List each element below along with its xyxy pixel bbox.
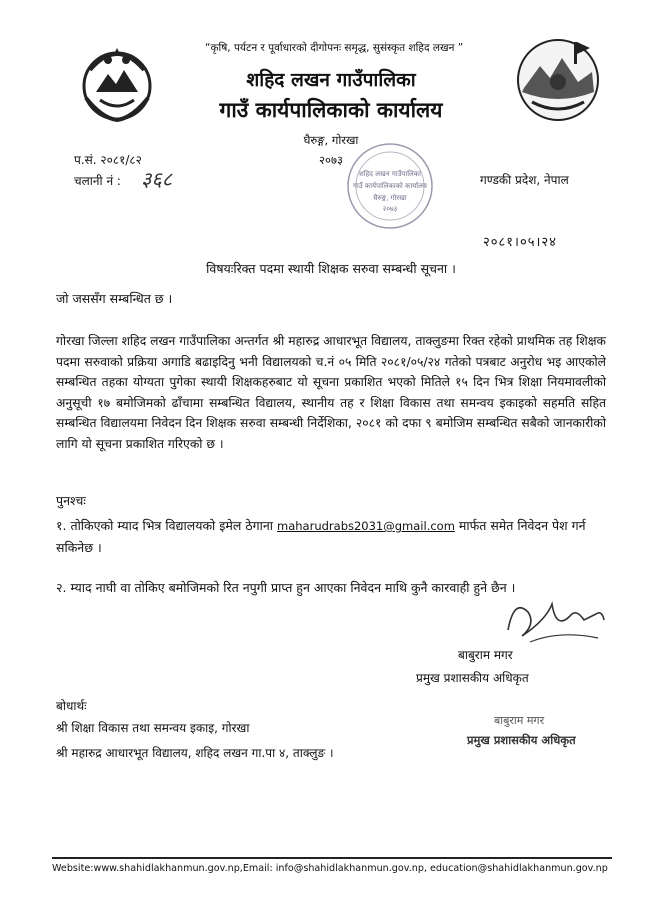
reference-number: प.सं. २०८१/८२ xyxy=(74,153,142,167)
dispatch-label: चलानी नं : xyxy=(74,174,121,188)
postscript-label: पुनश्चः xyxy=(56,493,86,508)
municipality-motto: “कृषि, पर्यटन र पूर्वाधारको दीगोपनः समृद्ध, सुसंस्कृत शहिद लखन ” xyxy=(205,42,464,54)
school-email-link[interactable]: maharudrabs2031@gmail.com xyxy=(277,519,455,533)
office-round-seal xyxy=(344,140,436,236)
letter-body: गोरखा जिल्ला शहिद लखन गाउँपालिका अन्तर्गत श्री महारुद्र आधारभूत विद्यालय, ताक्लुङमा रिक्त रहेको प्राथमिक तह शिक्षक पदमा सरुवाको प्रक्रिया अगाडि बढाइदिनु भनी विद्यालयको च.नं ०५ मिति २०८१/०५/२४ गतेको पत्रबाट अनुरोध भइ आएकोले सम्बन्धित तहका योग्यता पुगेका स्थायी शिक्षकहरुबाट यो सूचना प्रकाशित भएको मितिले १५ दिन भित्र शिक्षा नियमावलीको अनुसूची १७ बमोजिमको ढाँचामा सम्बन्धित विद्यालय, स्थानीय तह र शिक्षा विकास तथा समन्वय इकाइको सहमति सहित सम्बन्धित विद्यालयमा निवेदन दिन शिक्षक सरुवा सम्बन्धी निर्देशिका, २०८१ को दफा ९ बमोजिम सम्बन्धित सबैको जानकारीको लागि यो सूचना प्रकाशित गरिएको छ । xyxy=(56,334,606,451)
letter-date: २०८१।०५।२४ xyxy=(483,235,557,250)
item-1-text-start: १. तोकिएको म्याद भित्र विद्यालयको इमेल ठेगाना xyxy=(56,518,278,533)
cc-heading: बोधार्थः xyxy=(56,699,87,713)
handwritten-signature xyxy=(500,590,610,654)
cc-recipient: श्री शिक्षा विकास तथा समन्वय इकाइ, गोरखा xyxy=(56,721,250,735)
office-name: गाउँ कार्यपालिकाको कार्यालय xyxy=(219,98,443,122)
province-name: गण्डकी प्रदेश, नेपाल xyxy=(480,173,569,187)
office-address: घैरुङ्ग, गोरखा xyxy=(303,133,359,147)
letter-salutation: जो जससँग सम्बन्धित छ । xyxy=(56,291,173,306)
seal-line-3: घैरुङ्ग, गोरखा xyxy=(373,194,407,202)
postscript-item-1 xyxy=(56,515,606,558)
footer-divider xyxy=(52,857,612,859)
seal-line-4: २०७३ xyxy=(382,205,398,213)
signatory-title: प्रमुख प्रशासकीय अधिकृत xyxy=(416,671,529,685)
seal-line-2: गाउँ कार्यपालिकाको कार्यालय xyxy=(353,182,427,190)
seal-line-1: शहिद लखन गाउँपालिका xyxy=(359,170,421,178)
signatory-name: बाबुराम मगर xyxy=(458,648,513,662)
footer-contact: Website:www.shahidlakhanmun.gov.np,Email: info@shahidlakhanmun.gov.np, education@shahidlakhanmun.gov.np xyxy=(52,863,608,874)
item-1-text-end: मार्फत समेत निवेदन पेश गर्न सकिनेछ । xyxy=(56,518,586,555)
signatory-stamp-title: प्रमुख प्रशासकीय अधिकृत xyxy=(467,733,576,747)
postscript-item-2: २. म्याद नाघी वा तोकिए बमोजिमको रित नपुगी प्राप्त हुन आएका निवेदन माथि कुनै कारवाही हुने छैन । xyxy=(56,580,516,595)
cc-recipient: श्री महारुद्र आधारभूत विद्यालय, शहिद लखन गा.पा ४, ताक्लुङ । xyxy=(56,746,334,760)
municipality-name: शहिद लखन गाउँपालिका xyxy=(246,69,416,91)
dispatch-number-handwritten: ३६८ xyxy=(141,167,173,191)
signatory-stamp-name: बाबुराम मगर xyxy=(494,714,545,727)
established-year: २०७३ xyxy=(319,153,343,167)
letter-subject: विषयःरिक्त पदमा स्थायी शिक्षक सरुवा सम्बन्धी सूचना । xyxy=(206,261,456,276)
